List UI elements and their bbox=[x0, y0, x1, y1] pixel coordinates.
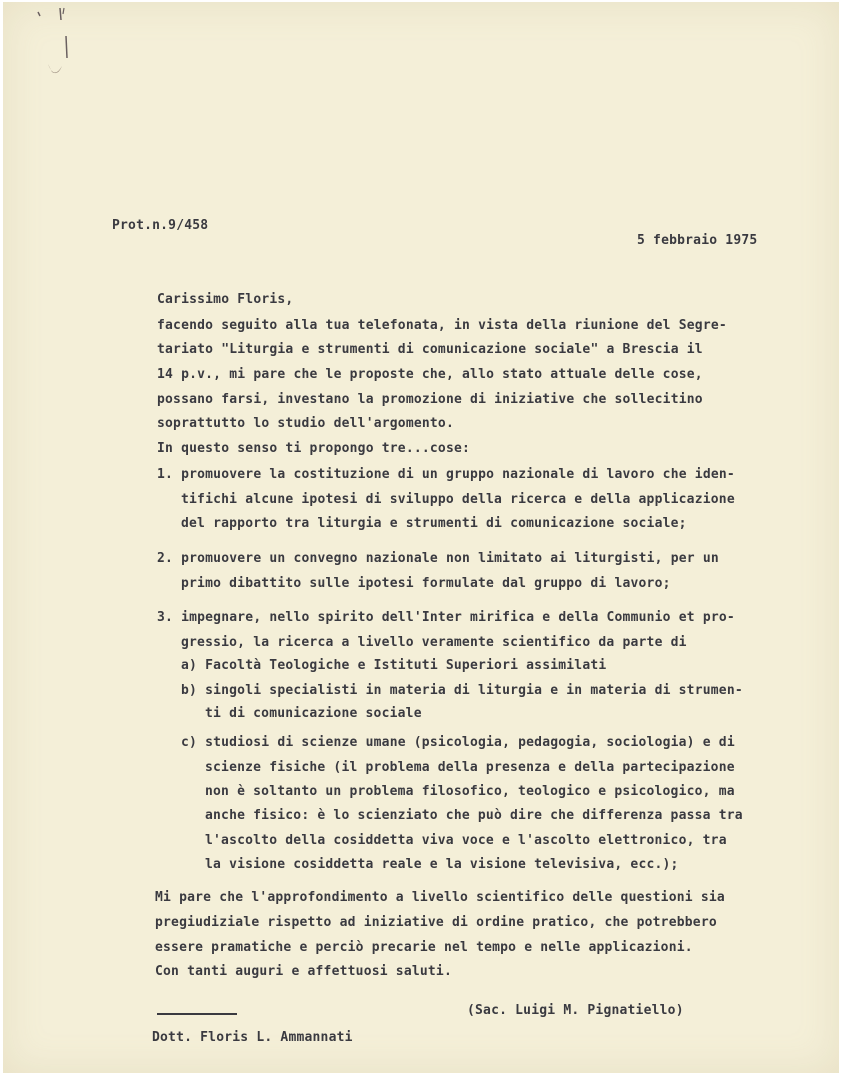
signature-name: (Sac. Luigi M. Pignatiello) bbox=[467, 1003, 684, 1018]
closing-greeting: Con tanti auguri e affettuosi saluti. bbox=[155, 964, 452, 979]
sub-item-c-line: la visione cosiddetta reale e la visione televisiva, ecc.); bbox=[205, 857, 679, 872]
sub-item-a: a) Facoltà Teologiche e Istituti Superiori assimilati bbox=[181, 658, 607, 673]
list-item-2: 2. promuovere un convegno nazionale non limitato ai liturgisti, per un bbox=[157, 551, 719, 566]
salutation: Carissimo Floris, bbox=[157, 292, 294, 307]
list-item-1: 1. promuovere la costituzione di un gruppo nazionale di lavoro che iden- bbox=[157, 467, 735, 482]
signature-rule bbox=[157, 1013, 237, 1015]
sub-item-b: b) singoli specialisti in materia di liturgia e in materia di strumen- bbox=[181, 683, 743, 698]
intro-line: In questo senso ti propongo tre...cose: bbox=[157, 441, 471, 456]
paragraph-line: soprattutto lo studio dell'argomento. bbox=[157, 416, 454, 431]
recipient-name: Dott. Floris L. Ammannati bbox=[152, 1030, 353, 1045]
list-item-3-line: gressio, la ricerca a livello veramente scientifico da parte di bbox=[181, 635, 687, 650]
sub-item-c-line: l'ascolto della cosiddetta viva voce e l'ascolto elettronico, tra bbox=[205, 833, 727, 848]
sub-item-c: c) studiosi di scienze umane (psicologia, pedagogia, sociologia) e di bbox=[181, 735, 735, 750]
list-item-2-line: primo dibattito sulle ipotesi formulate dal gruppo di lavoro; bbox=[181, 576, 671, 591]
letter-date: 5 febbraio 1975 bbox=[637, 233, 758, 248]
ink-mark-icon bbox=[30, 6, 80, 86]
list-item-3: 3. impegnare, nello spirito dell'Inter mirifica e della Communio et pro- bbox=[157, 610, 735, 625]
paragraph-line: possano farsi, investano la promozione di iniziative che sollecitino bbox=[157, 392, 703, 407]
closing-paragraph-line: essere pramatiche e perciò precarie nel tempo e nelle applicazioni. bbox=[155, 940, 693, 955]
sub-item-c-line: non è soltanto un problema filosofico, teologico e psicologico, ma bbox=[205, 784, 735, 799]
list-item-1-line: tifichi alcune ipotesi di sviluppo della ricerca e della applicazione bbox=[181, 492, 735, 507]
closing-paragraph-line: pregiudiziale rispetto ad iniziative di ordine pratico, che potrebbero bbox=[155, 915, 717, 930]
sub-item-c-line: scienze fisiche (il problema della presenza e della partecipazione bbox=[205, 760, 735, 775]
paragraph-line: tariato "Liturgia e strumenti di comunicazione sociale" a Brescia il bbox=[157, 342, 703, 357]
protocol-number: Prot.n.9/458 bbox=[112, 218, 209, 233]
paragraph-line: 14 p.v., mi pare che le proposte che, allo stato attuale delle cose, bbox=[157, 367, 703, 382]
closing-paragraph-line: Mi pare che l'approfondimento a livello scientifico delle questioni sia bbox=[155, 890, 725, 905]
paragraph-line: facendo seguito alla tua telefonata, in vista della riunione del Segre- bbox=[157, 318, 727, 333]
sub-item-b-line: ti di comunicazione sociale bbox=[205, 706, 422, 721]
list-item-1-line: del rapporto tra liturgia e strumenti di comunicazione sociale; bbox=[181, 516, 687, 531]
letter-sheet bbox=[3, 2, 839, 1073]
sub-item-c-line: anche fisico: è lo scienziato che può dire che differenza passa tra bbox=[205, 808, 743, 823]
